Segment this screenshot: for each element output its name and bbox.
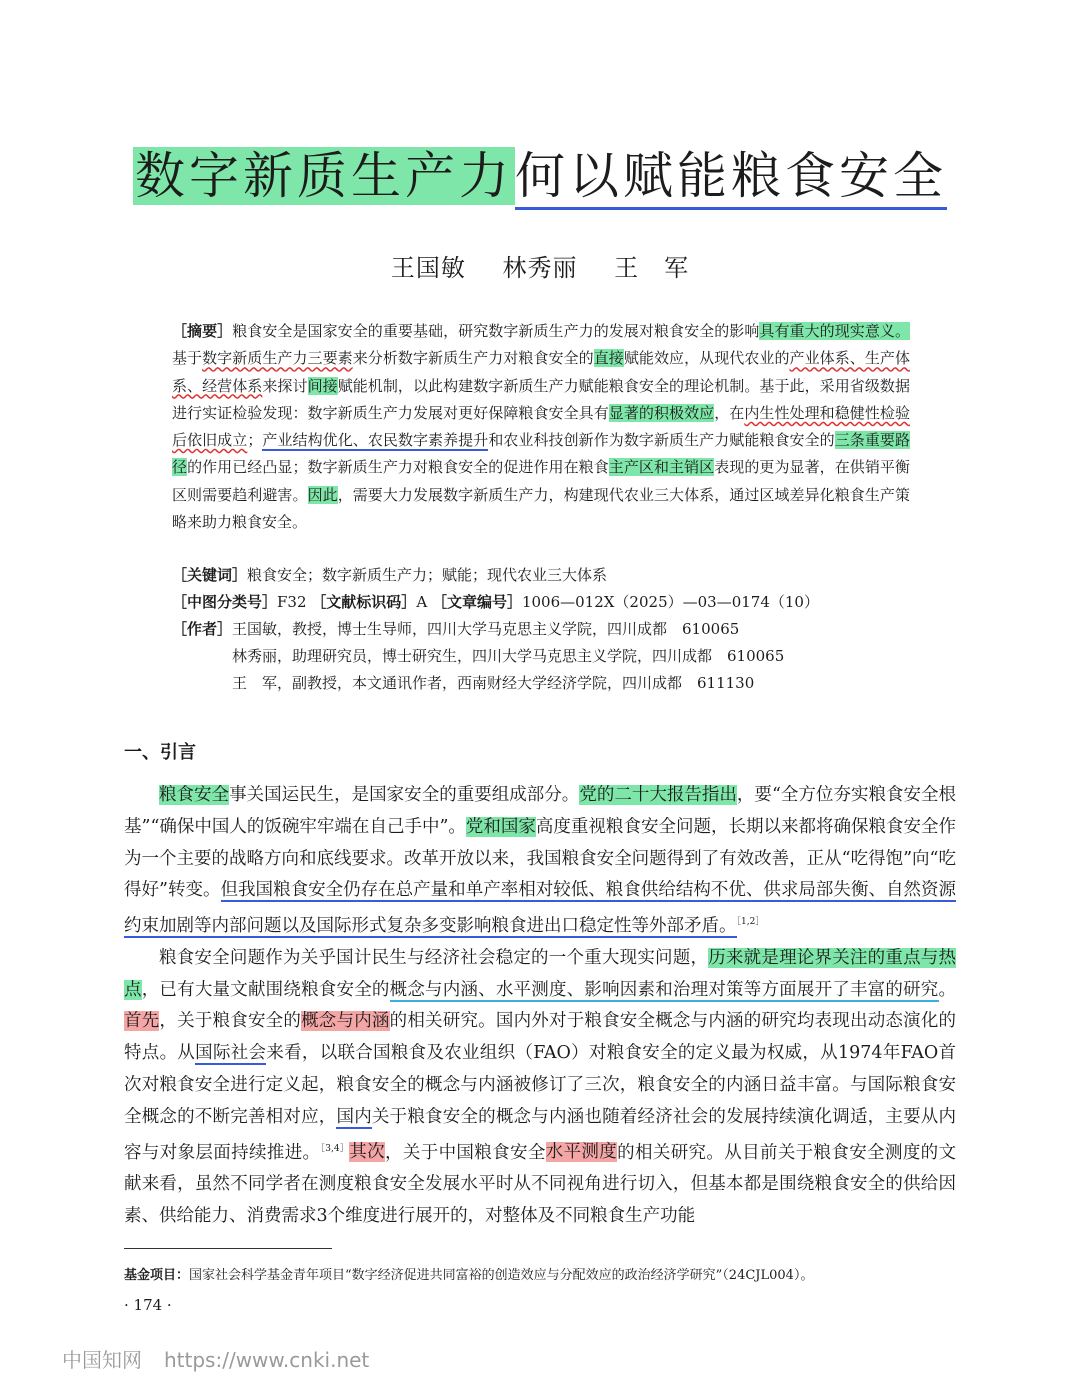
paragraph-2: 粮食安全问题作为关乎国计民生与经济社会稳定的一个重大现实问题，历来就是理论界关注的重点与热点，已有大量文献围绕粮食安全的概念与内涵、水平测度、影响因素和治理对策等方面展开了丰富的研究。首先，关于粮食安全的概念与内涵的相关研究。国内外对于粮食安全概念与内涵的研究均表现出动态演化的特点。从国际社会来看，以联合国粮食及农业组织（FAO）对粮食安全的定义最为权威，从1974年FAO首次对粮食安全进行定义起，粮食安全的概念与内涵被修订了三次，粮食安全的内涵日益丰富。与国际粮食安全概念的不断完善相对应，国内关于粮食安全的概念与内涵也随着经济社会的发展持续演化调适，主要从内容与对象层面持续推进。$^{[3,4]}$其次，关于中国粮食安全水平测度的相关研究。从目前关于粮食安全测度的文献来看，虽然不同学者在测度粮食安全发展水平时从不同视角进行切入，但基本都是围绕粮食安全的供给因素、供给能力、消费需求3个维度进行展开的，对整体及不同粮食生产功能 xyxy=(124,947,957,1227)
watermark-url: https://www.cnki.net xyxy=(164,1348,370,1372)
fund-note: 基金项目：国家社会科学基金青年项目“数字经济促进共同富裕的创造效应与分配效应的政治经济学研究”（24CJL004）。 xyxy=(124,1268,814,1283)
author-info-2: 林秀丽，助理研究员，博士研究生，四川大学马克思主义学院，四川成都 610065 xyxy=(232,647,785,665)
title-rest: 何以赋能粮食安全 xyxy=(515,147,947,210)
body-text xyxy=(124,780,956,1233)
author-2: 林秀丽 xyxy=(502,254,578,282)
paragraph-1: 粮食安全事关国运民生，是国家安全的重要组成部分。党的二十大报告指出，要“全方位夯实粮食安全根基”“确保中国人的饭碗牢牢端在自己手中”。党和国家高度重视粮食安全问题，长期以来都将确保粮食安全作为一个主要的战略方向和底线要求。改革开放以来，我国粮食安全问题得到了有效改善，正从“吃得饱”向“吃得好”转变。但我国粮食安全仍存在总产量和单产率相对较低、粮食供给结构不优、供求局部失衡、自然资源约束加剧等内部问题以及国际形式复杂多变影响粮食进出口稳定性等外部矛盾。$^{[1,2]}$ xyxy=(124,785,957,937)
watermark xyxy=(62,1344,391,1373)
author-names xyxy=(0,248,1080,283)
title-highlighted: 数字新质生产力 xyxy=(135,147,513,205)
article-title xyxy=(0,140,1080,212)
article-meta xyxy=(172,562,932,697)
page-number: · 174 · xyxy=(124,1296,172,1314)
keywords: ［关键词］粮食安全；数字新质生产力；赋能；现代农业三大体系 xyxy=(172,566,608,584)
footnote-divider xyxy=(124,1248,332,1249)
author-1: 王国敏 xyxy=(390,254,466,282)
author-3: 王 军 xyxy=(614,254,690,282)
author-info-1: ［作者］王国敏，教授，博士生导师，四川大学马克思主义学院，四川成都 610065 xyxy=(172,620,740,638)
abstract: ［摘要］粮食安全是国家安全的重要基础，研究数字新质生产力的发展对粮食安全的影响具有重大的现实意义。基于数字新质生产力三要素来分析数字新质生产力对粮食安全的直接赋能效应，从现代农业的产业体系、生产体系、经营体系来探讨间接赋能机制，以此构建数字新质生产力赋能粮食安全的理论机制。基于此，采用省级数据进行实证检验发现：数字新质生产力发展对更好保障粮食安全具有显著的积极效应，在内生性处理和稳健性检验后依旧成立；产业结构优化、农民数字素养提升和农业科技创新作为数字新质生产力赋能粮食安全的三条重要路径的作用已经凸显；数字新质生产力对粮食安全的促进作用在粮食主产区和主销区表现的更为显著，在供销平衡区则需要趋利避害。因此，需要大力发展数字新质生产力，构建现代农业三大体系，通过区域差异化粮食生产策略来助力粮食安全。 xyxy=(172,322,910,532)
watermark-brand: 中国知网 xyxy=(62,1348,142,1372)
author-info-3: 王 军，副教授，本文通讯作者，西南财经大学经济学院，四川成都 611130 xyxy=(232,674,755,692)
abstract-label: ［摘要］ xyxy=(172,322,233,340)
classification: ［中图分类号］F32 ［文献标识码］A ［文章编号］1006—012X（2025）—03—0174（10） xyxy=(172,593,819,611)
section-heading: 一、引言 xyxy=(124,742,196,763)
